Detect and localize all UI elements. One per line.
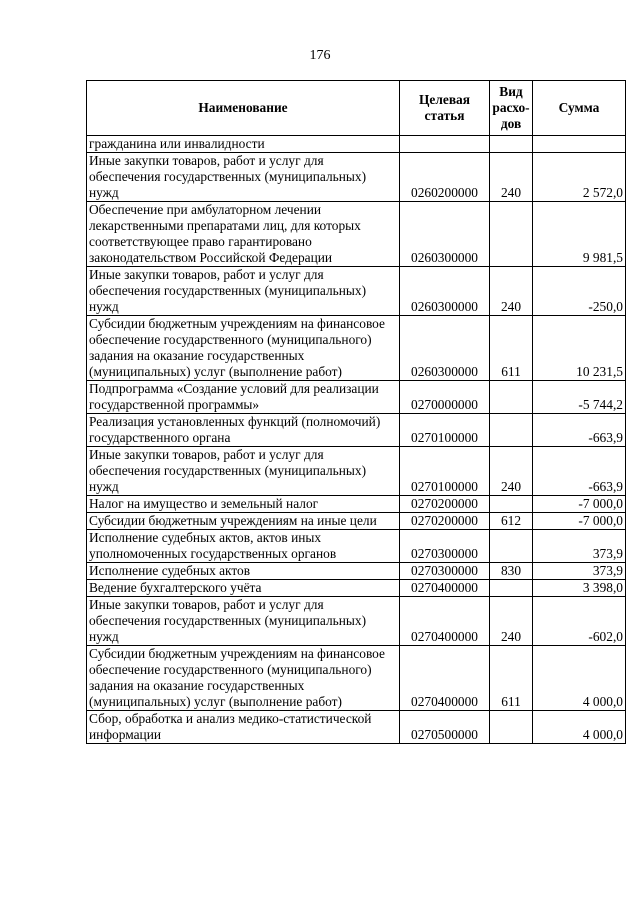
row-type-cell: 830 xyxy=(490,563,533,580)
row-name-cell: Налог на имущество и земельный налог xyxy=(87,496,400,513)
row-name-cell: Иные закупки товаров, работ и услуг для обеспечения государственных (муниципальных) нужд xyxy=(87,267,400,316)
row-name-cell: Иные закупки товаров, работ и услуг для обеспечения государственных (муниципальных) нужд xyxy=(87,153,400,202)
row-name-cell: Субсидии бюджетным учреждениям на финансовое обеспечение государственного (муниципального) задания на оказание государственных (муниципальных) услуг (выполнение работ) xyxy=(87,646,400,711)
row-amount-cell: 10 231,5 xyxy=(533,316,626,381)
table-row xyxy=(87,646,626,711)
row-amount-cell: 4 000,0 xyxy=(533,711,626,744)
row-type-cell: 240 xyxy=(490,267,533,316)
row-name-cell: Исполнение судебных актов xyxy=(87,563,400,580)
row-type-cell: 240 xyxy=(490,447,533,496)
table-row xyxy=(87,136,626,153)
row-type-cell: 611 xyxy=(490,316,533,381)
table-row xyxy=(87,153,626,202)
table-row xyxy=(87,597,626,646)
row-type-cell xyxy=(490,202,533,267)
row-name-cell: Ведение бухгалтерского учёта xyxy=(87,580,400,597)
row-amount-cell: 373,9 xyxy=(533,563,626,580)
row-amount-cell: 3 398,0 xyxy=(533,580,626,597)
row-name-cell: Субсидии бюджетным учреждениям на финансовое обеспечение государственного (муниципального) задания на оказание государственных (муниципальных) услуг (выполнение работ) xyxy=(87,316,400,381)
row-amount-cell: -5 744,2 xyxy=(533,381,626,414)
row-type-cell xyxy=(490,496,533,513)
table-header-row xyxy=(87,81,626,136)
row-name-cell: гражданина или инвалидности xyxy=(87,136,400,153)
row-code-cell: 0270200000 xyxy=(400,513,490,530)
row-name-cell: Субсидии бюджетным учреждениям на иные цели xyxy=(87,513,400,530)
row-name-cell: Иные закупки товаров, работ и услуг для обеспечения государственных (муниципальных) нужд xyxy=(87,447,400,496)
row-code-cell: 0270300000 xyxy=(400,530,490,563)
row-code-cell: 0270100000 xyxy=(400,447,490,496)
row-code-cell xyxy=(400,136,490,153)
row-type-cell: 612 xyxy=(490,513,533,530)
row-amount-cell: -602,0 xyxy=(533,597,626,646)
table-row xyxy=(87,513,626,530)
row-amount-cell: -663,9 xyxy=(533,447,626,496)
row-type-cell xyxy=(490,381,533,414)
row-type-cell xyxy=(490,530,533,563)
row-code-cell: 0270500000 xyxy=(400,711,490,744)
table-body xyxy=(87,136,626,744)
budget-table xyxy=(86,80,626,744)
row-name-cell: Подпрограмма «Создание условий для реализации государственной программы» xyxy=(87,381,400,414)
row-code-cell: 0260200000 xyxy=(400,153,490,202)
table-row xyxy=(87,447,626,496)
table-row xyxy=(87,414,626,447)
row-type-cell xyxy=(490,580,533,597)
row-name-cell: Исполнение судебных актов, актов иных уполномоченных государственных органов xyxy=(87,530,400,563)
row-amount-cell: -250,0 xyxy=(533,267,626,316)
row-amount-cell: -663,9 xyxy=(533,414,626,447)
row-amount-cell: 9 981,5 xyxy=(533,202,626,267)
row-code-cell: 0270400000 xyxy=(400,597,490,646)
row-amount-cell xyxy=(533,136,626,153)
page-number: 176 xyxy=(309,48,331,63)
header-name: Наименование xyxy=(87,81,400,136)
table-row xyxy=(87,711,626,744)
table-row xyxy=(87,316,626,381)
table-row xyxy=(87,563,626,580)
row-amount-cell: 373,9 xyxy=(533,530,626,563)
row-name-cell: Реализация установленных функций (полномочий) государственного органа xyxy=(87,414,400,447)
table-row xyxy=(87,496,626,513)
table-row xyxy=(87,530,626,563)
row-amount-cell: 4 000,0 xyxy=(533,646,626,711)
header-amount: Сумма xyxy=(533,81,626,136)
row-amount-cell: -7 000,0 xyxy=(533,496,626,513)
row-code-cell: 0270400000 xyxy=(400,580,490,597)
table-row xyxy=(87,381,626,414)
row-name-cell: Обеспечение при амбулаторном лечении лекарственными препаратами лиц, для которых соответствующее право гарантировано законодательством Российской Федерации xyxy=(87,202,400,267)
row-type-cell xyxy=(490,136,533,153)
row-type-cell: 240 xyxy=(490,597,533,646)
table-row xyxy=(87,267,626,316)
header-code: Целевая статья xyxy=(400,81,490,136)
row-type-cell: 240 xyxy=(490,153,533,202)
table-row xyxy=(87,202,626,267)
row-code-cell: 0270200000 xyxy=(400,496,490,513)
row-amount-cell: -7 000,0 xyxy=(533,513,626,530)
row-type-cell: 611 xyxy=(490,646,533,711)
row-name-cell: Сбор, обработка и анализ медико-статистической информации xyxy=(87,711,400,744)
row-code-cell: 0270400000 xyxy=(400,646,490,711)
row-code-cell: 0260300000 xyxy=(400,202,490,267)
row-code-cell: 0260300000 xyxy=(400,267,490,316)
row-code-cell: 0260300000 xyxy=(400,316,490,381)
table-row xyxy=(87,580,626,597)
row-code-cell: 0270300000 xyxy=(400,563,490,580)
row-amount-cell: 2 572,0 xyxy=(533,153,626,202)
row-type-cell xyxy=(490,711,533,744)
row-type-cell xyxy=(490,414,533,447)
row-code-cell: 0270100000 xyxy=(400,414,490,447)
row-name-cell: Иные закупки товаров, работ и услуг для обеспечения государственных (муниципальных) нужд xyxy=(87,597,400,646)
row-code-cell: 0270000000 xyxy=(400,381,490,414)
header-type: Вид расхо-дов xyxy=(490,81,533,136)
